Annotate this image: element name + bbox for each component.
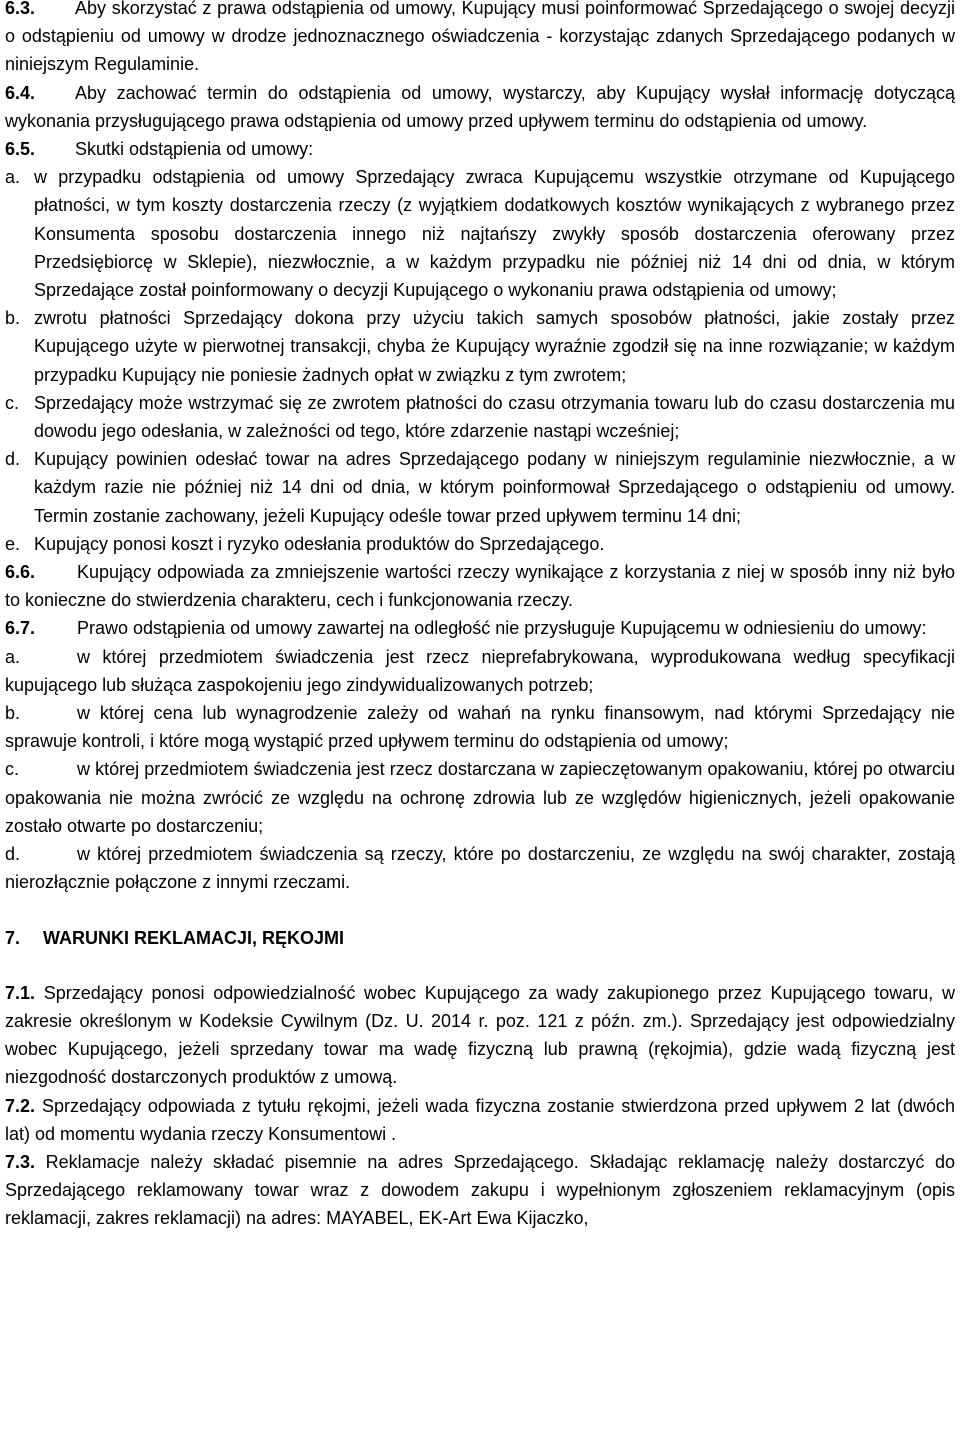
- paragraph-text: Reklamacje należy składać pisemnie na adres Sprzedającego. Składając reklamację należy dostarczyć do Sprzedającego reklamowany towar wraz z dowodem zakupu i wypełnionym zgłoszeniem reklamacyjnym (opis reklamacji, zakres reklamacji) na adres: MAYABEL, EK-Art Ewa Kijaczko,: [5, 1151, 955, 1229]
- spacer: [5, 952, 955, 979]
- paragraph-text: Prawo odstąpienia od umowy zawartej na odległość nie przysługuje Kupującemu w odniesieniu do umowy:: [77, 618, 927, 639]
- list-item-text: w której przedmiotem świadczenia są rzeczy, które po dostarczeniu, ze względu na swój charakter, zostają nierozłącznie połączone z innymi rzeczami.: [5, 844, 955, 893]
- paragraph-text: Skutki odstąpienia od umowy:: [75, 139, 314, 160]
- list-item: [5, 840, 955, 896]
- list-item: [5, 530, 955, 558]
- paragraph-6-6: [5, 558, 955, 614]
- list-item: [5, 699, 955, 755]
- paragraph-number: 6.6.: [5, 562, 36, 583]
- list-item-letter: a.: [5, 646, 21, 667]
- list-item-text: Sprzedający może wstrzymać się ze zwrotem płatności do czasu otrzymania towaru lub do czasu dostarczenia mu dowodu jego odesłania, w zależności od tego, które zdarzenie nastąpi wcześniej;: [34, 392, 955, 442]
- paragraph-number: 6.3.: [5, 0, 36, 18]
- paragraph-text: Sprzedający ponosi odpowiedzialność wobec Kupującego za wady zakupionego przez Kupującego towaru, w zakresie określonym w Kodeksie Cywilnym (Dz. U. 2014 r. poz. 121 z późn. zm.). Sprzedający jest odpowiedzialny wobec Kupującego, jeżeli sprzedany towar ma wadę fizyczną lub prawną (rękojmia), gdzie wadą fizyczną jest niezgodność dostarczonych produktów z umową.: [5, 982, 955, 1088]
- paragraph-6-4: [5, 79, 955, 135]
- section-title: WARUNKI REKLAMACJI, RĘKOJMI: [43, 927, 345, 948]
- paragraph-text: Aby zachować termin do odstąpienia od umowy, wystarczy, aby Kupujący wysłał informację dotyczącą wykonania przysługującego prawa odstąpienia od umowy przed upływem terminu do odstąpienia od umowy.: [5, 82, 955, 131]
- list-item-letter: b.: [5, 308, 21, 329]
- list-item-text: w przypadku odstąpienia od umowy Sprzedający zwraca Kupującemu wszystkie otrzymane od Kupującego płatności, w tym koszty dostarczenia rzeczy (z wyjątkiem dodatkowych kosztów wynikających z wybranego przez Konsumenta sposobu dostarczenia innego niż najtańszy zwykły sposób dostarczenia oferowany przez Przedsiębiorcę w Sklepie), niezwłocznie, a w każdym przypadku nie później niż 14 dni od dnia, w którym Sprzedające został poinformowany o decyzji Kupującego o wykonaniu prawa odstąpienia od umowy;: [34, 167, 955, 301]
- paragraph-text: Sprzedający odpowiada z tytułu rękojmi, jeżeli wada fizyczna zostanie stwierdzona przed upływem 2 lat (dwóch lat) od momentu wydania rzeczy Konsumentowi .: [5, 1095, 955, 1144]
- list-item-letter: c.: [5, 392, 20, 413]
- list-item: [5, 445, 955, 530]
- paragraph-7-3: [5, 1148, 955, 1233]
- list-item: [5, 304, 955, 389]
- spacer: [5, 897, 955, 924]
- paragraph-6-3: [5, 0, 955, 79]
- list-item-letter: e.: [5, 533, 21, 554]
- list-item-text: w której cena lub wynagrodzenie zależy od wahań na rynku finansowym, nad którymi Sprzedający nie sprawuje kontroli, i które mogą wystąpić przed upływem terminu do odstąpienia od umowy;: [5, 703, 955, 752]
- list-6-7: [5, 643, 955, 897]
- paragraph-text: Kupujący odpowiada za zmniejszenie wartości rzeczy wynikające z korzystania z niej w sposób inny niż było to konieczne do stwierdzenia charakteru, cech i funkcjonowania rzeczy.: [5, 562, 955, 611]
- list-item-letter: b.: [5, 703, 21, 724]
- paragraph-number: 6.5.: [5, 139, 36, 160]
- paragraph-number: 6.7.: [5, 618, 36, 639]
- list-item-text: zwrotu płatności Sprzedający dokona przy użyciu takich samych sposobów płatności, jakie zostały przez Kupującego użyte w pierwotnej transakcji, chyba że Kupujący wyraźnie zgodził się na inne rozwiązanie; w każdym przypadku Kupujący nie poniesie żadnych opłat w związku z tym zwrotem;: [34, 308, 955, 385]
- paragraph-number: 6.4.: [5, 82, 36, 103]
- list-item-letter: c.: [5, 759, 20, 780]
- paragraph-text: Aby skorzystać z prawa odstąpienia od umowy, Kupujący musi poinformować Sprzedającego o swojej decyzji o odstąpieniu od umowy w drodze jednoznacznego oświadczenia - korzystając zdanych Sprzedającego podanych w niniejszym Regulaminie.: [5, 0, 955, 75]
- list-item: [5, 389, 955, 445]
- list-item: [5, 643, 955, 699]
- list-item-letter: d.: [5, 449, 21, 470]
- list-item: [5, 755, 955, 840]
- paragraph-number: 7.1.: [5, 982, 36, 1003]
- list-item-letter: a.: [5, 167, 21, 188]
- list-item-text: w której przedmiotem świadczenia jest rzecz nieprefabrykowana, wyprodukowana według specyfikacji kupującego lub służąca zaspokojeniu jego zindywidualizowanych potrzeb;: [5, 646, 955, 695]
- list-item-letter: d.: [5, 844, 21, 865]
- section-heading-7: [5, 924, 955, 952]
- paragraph-7-1: [5, 979, 955, 1092]
- list-item-text: w której przedmiotem świadczenia jest rzecz dostarczana w zapieczętowanym opakowaniu, której po otwarciu opakowania nie można zwrócić ze względu na ochronę zdrowia lub ze względów higienicznych, jeżeli opakowanie zostało otwarte po dostarczeniu;: [5, 759, 955, 836]
- paragraph-number: 7.3.: [5, 1151, 36, 1172]
- list-item: [5, 163, 955, 304]
- list-item-text: Kupujący ponosi koszt i ryzyko odesłania produktów do Sprzedającego.: [34, 533, 605, 554]
- section-number: 7.: [5, 927, 21, 948]
- paragraph-6-5: [5, 135, 955, 163]
- list-item-text: Kupujący powinien odesłać towar na adres Sprzedającego podany w niniejszym regulaminie niezwłocznie, a w każdym razie nie później niż 14 dni od dnia, w którym poinformował Sprzedającego o odstąpieniu od umowy. Termin zostanie zachowany, jeżeli Kupujący odeśle towar przed upływem terminu 14 dni;: [34, 449, 955, 526]
- paragraph-number: 7.2.: [5, 1095, 36, 1116]
- list-6-5: [5, 163, 955, 558]
- paragraph-7-2: [5, 1092, 955, 1148]
- paragraph-6-7: [5, 614, 955, 642]
